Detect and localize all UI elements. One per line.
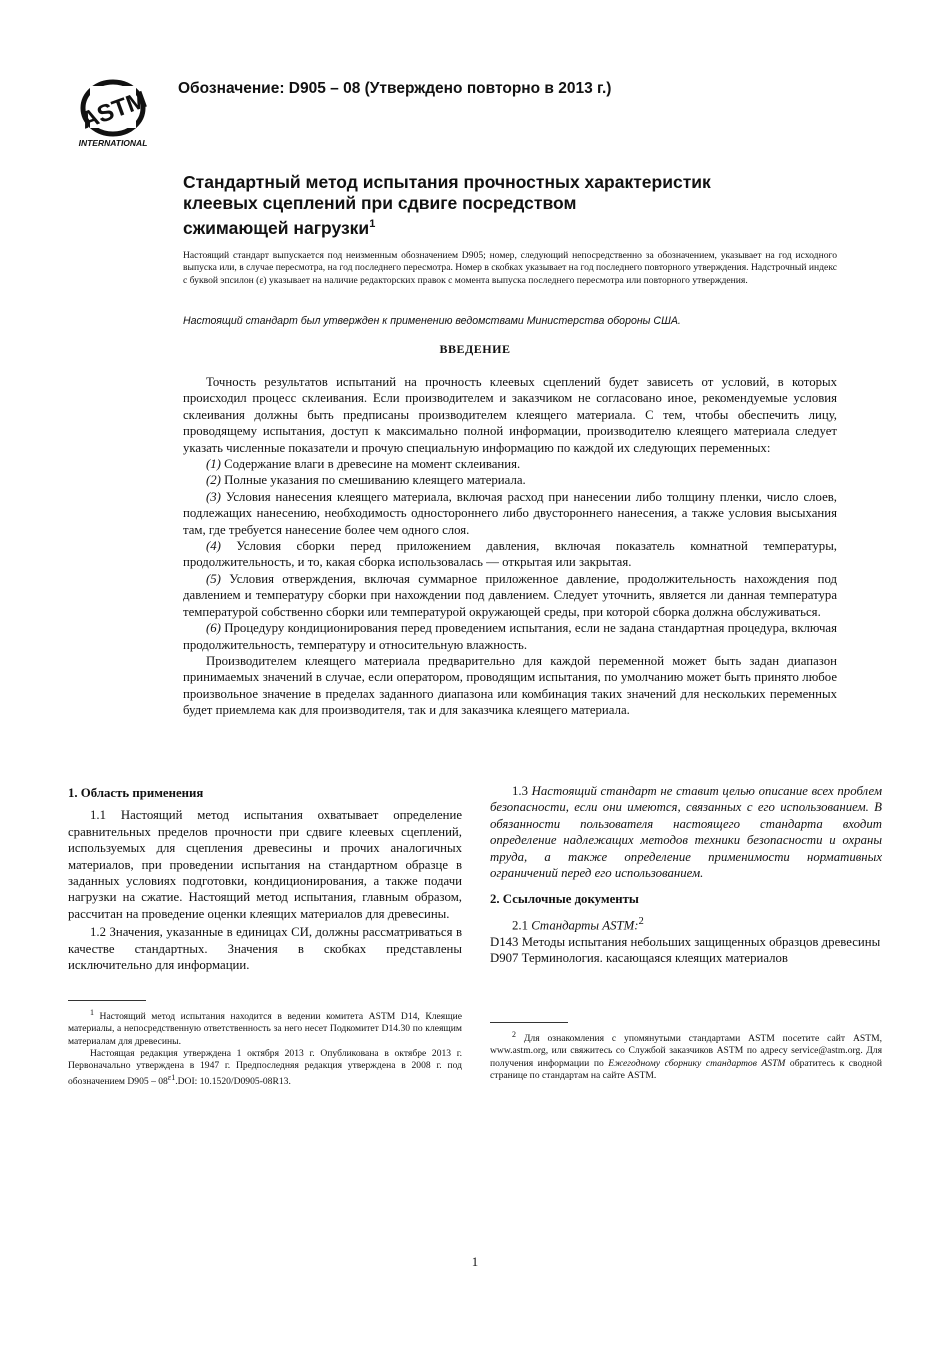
paragraph-1-2: 1.2 Значения, указанные в единицах СИ, должны рассматриваться в качестве стандартных. Значения в скобках представлены исключительно для информации.	[68, 925, 462, 973]
title-line-3	[183, 214, 823, 239]
approval-note: Настоящий стандарт был утвержден к применению ведомствами Министерства обороны США.	[183, 315, 681, 327]
footnotes-left	[68, 1000, 462, 1089]
svg-text:INTERNATIONAL: INTERNATIONAL	[78, 138, 148, 148]
footnote-rule	[68, 1000, 146, 1001]
intro-list-item: (5) Условия отверждения, включая суммарное приложенное давление, продолжительность нахождения под давлением и температуру сборки при нахождении под давлением. Следует уточнить, является ли данная температура температурой собственно сборки или температурой окружающей среды, при которой сборка должна обслуживаться.	[183, 571, 837, 619]
intro-paragraph-last: Производителем клеящего материала предварительно для каждой переменной может быть задан диапазон принимаемых значений в случае, если оператором, проводящим испытания, по умолчанию может быть принято любое произвольное значение в пределах заданного диапазона или комбинация таких значений для нескольких переменных будет приемлема как для производителя, так и для заказчика клеящего материала.	[183, 653, 837, 718]
standard-designation: Обозначение: D905 – 08 (Утверждено повторно в 2013 г.)	[178, 80, 612, 97]
title-line-3-text: сжимающей нагрузки	[183, 217, 370, 238]
svg-text:ASTM: ASTM	[77, 86, 151, 135]
left-column	[68, 785, 462, 975]
paragraph-2-1: 2.1 Стандарты ASTM:$^2$	[512, 915, 644, 933]
footnote-1: $^1$ Настоящий метод испытания находится в ведении комитета ASTM D14, Клеящие материалы, а непосредственную ответственность за него несет Подкомитет D14.30 по клеящим материалам для древесины.	[68, 1008, 462, 1047]
introduction-heading: ВВЕДЕНИЕ	[439, 342, 511, 356]
paragraph-1-1: 1.1 Настоящий метод испытания охватывает определение сравнительных пределов прочности при сдвиге клеевых сцеплений, используемых для сцепления древесины и прочих аналогичных материалов, при проведении испытания на стандартном образце в заданных условиях подготовки, кондиционирования, а также подачи нагрузки на сжатие. Настоящий метод испытания, главным образом, рассчитан на проведение оценки клеящих материалов для древесины.	[68, 808, 462, 921]
title-line-2: клеевых сцеплений при сдвиге посредством	[183, 193, 577, 213]
intro-paragraph: Точность результатов испытаний на прочность клеевых сцеплений будет зависеть от условий, в которых происходил процесс склеивания. Если производителем и заказчиком не согласовано иное, рекомендуемые условия склеивания должны быть предписаны производителем клеящего материала. С тем, чтобы обеспечить лицу, проводящему испытания, доступ к максимально полной информации, производителю клеящего материала следует указать численные показатели и прочую специальную информацию по каждой их следующих переменных:	[183, 375, 837, 455]
paragraph-1-3: 1.3 Настоящий стандарт не ставит целью описание всех проблем безопасности, если они имеются, связанных с его использованием. В обязанности пользователя настоящего стандарта входит определение надлежащих методов техники безопасности и охраны труда, а также определение применимости нормативных ограничений перед его использованием.	[490, 784, 882, 881]
footnote-2: $^2$ Для ознакомления с упомянутыми стандартами ASTM посетите сайт ASTM, www.astm.org, или свяжитесь со Службой заказчиков ASTM по адресу service@astm.org. Для получения информации по Ежегодному сборнику стандартов ASTM обратитесь к сводной странице по стандартам на сайте ASTM.	[490, 1030, 882, 1081]
footnotes-right	[490, 1022, 882, 1082]
intro-list-item: (2) Полные указания по смешиванию клеящего материала.	[206, 473, 526, 488]
intro-list-item: (6) Процедуру кондиционирования перед проведением испытания, если не задана стандартная процедура, включая продолжительность, температуру и относительную влажность.	[183, 621, 837, 652]
intro-list-item: (1) Содержание влаги в древесине на момент склеивания.	[206, 457, 521, 472]
title-line-1: Стандартный метод испытания прочностных характеристик	[183, 172, 711, 192]
page-number: 1	[471, 1255, 479, 1269]
intro-list-item: (4) Условия сборки перед приложением давления, включая показатель комнатной температуры, продолжительность, и то, какая сборка использовалась — открытая или закрытая.	[183, 539, 837, 570]
section-1-heading: 1. Область применения	[68, 786, 204, 800]
right-column	[490, 783, 882, 966]
intro-list-item: (3) Условия нанесения клеящего материала, включая расход при нанесении либо толщину пленки, число слоев, подлежащих нанесению, необходимость одностороннего либо двустороннего нанесения, а также условия высыхания там, где требуется нанесение более чем одного слоя.	[183, 489, 837, 537]
reference-item: D143 Методы испытания небольших защищенных образцов древесины	[490, 934, 881, 949]
document-title	[183, 172, 823, 239]
reference-item: D907 Терминология. касающаяся клеящих материалов	[490, 950, 788, 965]
footnote-rule	[490, 1022, 568, 1023]
designation-notice: Настоящий стандарт выпускается под неизменным обозначением D905; номер, следующий непосредственно за обозначением, указывает на год исходного выпуска или, в случае пересмотра, на год последнего пересмотра. Номер в скобках указывает на год последнего повторного утверждения. Надстрочный индекс с буквой эпсилон (ε) указывает на наличие редакторских правок с момента выпуска последнего пересмотра или повторного утверждения.	[183, 250, 837, 286]
introduction-body	[183, 374, 837, 719]
section-2-heading: 2. Ссылочные документы	[490, 892, 639, 907]
title-footnote-mark: 1	[369, 218, 376, 230]
footnote-1-continuation: Настоящая редакция утверждена 1 октября 2013 г. Опубликована в октябре 2013 г. Первоначально утверждена в 1947 г. Предпоследняя редакция утверждена в 2008 г. под обозначением $D905 - 08^{\varepsilon 1}.DOI$: 10.1520/D0905-08R13.	[68, 1047, 462, 1088]
astm-logo	[70, 78, 156, 150]
